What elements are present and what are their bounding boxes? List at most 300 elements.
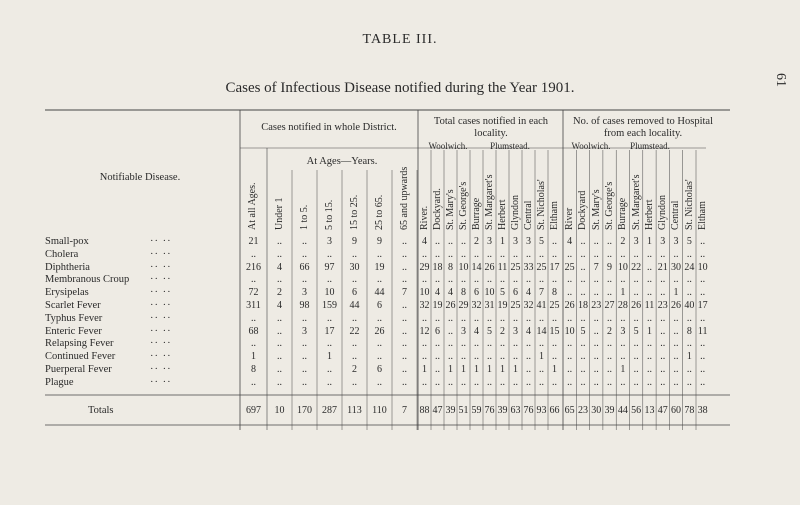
age-cell: ..	[352, 248, 357, 260]
age-cell: 66	[299, 261, 310, 273]
locality-total-cell: 1	[500, 364, 505, 375]
age-group-header: 65 and upwards	[399, 166, 410, 230]
locality-removed-cell: ..	[700, 248, 706, 260]
locality-removed-cell: ..	[593, 325, 599, 337]
age-cell: ..	[302, 236, 307, 247]
locality-total-cell: ..	[448, 274, 453, 286]
totals-locality-total-cell: 63	[510, 405, 521, 416]
locality-removed-cell: ..	[686, 287, 692, 299]
age-cell: ..	[377, 274, 382, 286]
locality-removed-cell: 10	[564, 325, 575, 337]
locality-total-header: Glyndon	[510, 195, 521, 230]
locality-total-cell: ..	[435, 274, 440, 286]
locality-total-cell: 25	[510, 300, 521, 311]
totals-locality-removed-cell: 23	[577, 405, 588, 416]
locality-total-cell: ..	[500, 376, 505, 388]
locality-removed-cell: ..	[646, 287, 652, 299]
locality-total-cell: 29	[458, 300, 469, 311]
totals-all-ages-cell: 697	[246, 405, 261, 416]
locality-total-cell: 14	[536, 325, 547, 337]
locality-removed-cell: ..	[700, 274, 706, 286]
locality-removed-cell: ..	[686, 274, 692, 286]
age-cell: 26	[374, 325, 385, 337]
locality-removed-cell: ..	[646, 261, 652, 273]
locality-total-cell: ..	[487, 248, 492, 260]
locality-removed-cell: ..	[607, 364, 613, 375]
locality-total-cell: 32	[523, 300, 534, 311]
age-cell: ..	[302, 376, 307, 388]
locality-removed-cell: ..	[580, 351, 586, 363]
leader-dots: ·· ··	[150, 274, 172, 286]
locality-removed-cell: ..	[686, 376, 692, 388]
all-ages-cell: ..	[251, 338, 256, 350]
locality-total-cell: ..	[539, 248, 544, 260]
locality-removed-cell: ..	[673, 338, 679, 350]
locality-removed-cell: 4	[567, 236, 573, 247]
locality-removed-cell: ..	[633, 338, 639, 350]
locality-removed-cell: ..	[686, 312, 692, 324]
leader-dots: ·· ··	[150, 312, 172, 324]
locality-total-cell: ..	[487, 274, 492, 286]
locality-removed-cell: ..	[633, 312, 639, 324]
locality-total-cell: ..	[552, 248, 557, 260]
locality-removed-cell: ..	[700, 364, 706, 375]
locality-total-cell: 5	[539, 236, 544, 247]
locality-total-cell: ..	[474, 376, 479, 388]
locality-total-cell: ..	[461, 236, 466, 247]
locality-total-cell: ..	[513, 338, 518, 350]
locality-removed-cell: 10	[617, 261, 628, 273]
age-cell: 6	[352, 287, 357, 299]
table-subtitle: Cases of Infectious Disease notified during the Year 1901.	[225, 80, 575, 96]
locality-removed-cell: ..	[633, 248, 639, 260]
locality-removed-cell: 8	[686, 325, 692, 337]
locality-total-cell: 25	[510, 261, 521, 273]
locality-removed-cell: ..	[700, 376, 706, 388]
locality-removed-cell: ..	[673, 312, 679, 324]
age-cell: ..	[277, 236, 282, 247]
disease-label: Erysipelas	[45, 287, 89, 299]
locality-removed-cell: ..	[700, 351, 706, 363]
locality-total-cell: ..	[461, 274, 466, 286]
plumstead-label-removed: Plumstead.	[630, 141, 670, 151]
locality-removed-cell: ..	[593, 236, 599, 247]
locality-total-cell: ..	[435, 236, 440, 247]
locality-removed-cell: ..	[593, 274, 599, 286]
all-ages-cell: ..	[251, 248, 256, 260]
locality-removed-cell: 40	[684, 300, 695, 311]
locality-total-cell: ..	[422, 376, 427, 388]
locality-total-cell: 4	[422, 236, 427, 247]
locality-total-cell: ..	[500, 248, 505, 260]
locality-removed-header: St. Nicholas'	[683, 179, 695, 230]
locality-removed-cell: ..	[607, 312, 613, 324]
totals-age-cell: 113	[347, 405, 362, 416]
age-cell: 44	[349, 300, 360, 311]
age-cell: 3	[327, 236, 332, 247]
locality-total-cell: 4	[474, 325, 479, 337]
locality-removed-cell: ..	[646, 274, 652, 286]
notifiable-disease-header: Notifiable Disease.	[99, 172, 181, 183]
totals-locality-total-cell: 76	[523, 405, 534, 416]
locality-total-cell: ..	[448, 351, 453, 363]
locality-removed-cell: ..	[593, 338, 599, 350]
locality-removed-cell: ..	[660, 364, 666, 375]
age-cell: 9	[352, 236, 357, 247]
locality-removed-cell: ..	[660, 248, 666, 260]
age-cell: ..	[377, 351, 382, 363]
locality-total-cell: ..	[461, 338, 466, 350]
locality-total-cell: 2	[474, 236, 479, 247]
totals-locality-total-cell: 76	[484, 405, 495, 416]
locality-total-cell: 8	[461, 287, 466, 299]
locality-removed-cell: ..	[567, 338, 573, 350]
age-cell: ..	[327, 312, 332, 324]
age-cell: ..	[277, 274, 282, 286]
locality-removed-cell: 2	[607, 325, 613, 337]
locality-total-cell: ..	[539, 274, 544, 286]
locality-removed-cell: ..	[646, 312, 652, 324]
at-all-ages-header: At all Ages.	[247, 182, 258, 230]
locality-removed-cell: ..	[567, 312, 573, 324]
totals-locality-removed-cell: 65	[564, 405, 575, 416]
locality-removed-cell: ..	[700, 312, 706, 324]
age-cell: ..	[327, 364, 332, 375]
locality-total-cell: ..	[487, 338, 492, 350]
totals-locality-total-cell: 39	[497, 405, 508, 416]
age-cell: ..	[402, 312, 407, 324]
totals-age-cell: 170	[297, 405, 312, 416]
locality-removed-cell: 26	[564, 300, 575, 311]
age-cell: ..	[277, 376, 282, 388]
totals-locality-removed-cell: 38	[697, 405, 708, 416]
locality-total-cell: ..	[448, 236, 453, 247]
locality-total-cell: 6	[435, 325, 440, 337]
locality-total-cell: ..	[474, 351, 479, 363]
locality-total-cell: 41	[536, 300, 547, 311]
locality-total-cell: ..	[422, 351, 427, 363]
age-cell: ..	[327, 376, 332, 388]
locality-removed-header: St. Margaret's	[630, 174, 642, 230]
age-cell: ..	[327, 248, 332, 260]
locality-total-cell: 8	[448, 261, 453, 273]
locality-total-cell: ..	[461, 248, 466, 260]
locality-total-cell: ..	[513, 376, 518, 388]
locality-removed-cell: ..	[620, 312, 626, 324]
locality-removed-cell: ..	[567, 376, 573, 388]
locality-total-header: Dockyard.	[432, 188, 443, 230]
locality-removed-cell: ..	[646, 364, 652, 375]
locality-total-cell: ..	[552, 312, 557, 324]
totals-locality-removed-cell: 78	[684, 405, 695, 416]
locality-total-cell: 3	[526, 236, 531, 247]
locality-removed-cell: ..	[580, 376, 586, 388]
age-cell: 1	[327, 351, 332, 363]
locality-total-cell: 1	[474, 364, 479, 375]
locality-removed-cell: 18	[577, 300, 588, 311]
locality-total-cell: ..	[513, 274, 518, 286]
locality-removed-header: Burrage	[617, 197, 629, 230]
locality-removed-header: St. Mary's	[590, 189, 602, 230]
locality-total-cell: 4	[526, 325, 531, 337]
locality-total-cell: ..	[500, 312, 505, 324]
locality-removed-cell: ..	[646, 376, 652, 388]
locality-total-header: River.	[419, 205, 430, 230]
locality-removed-cell: 11	[697, 325, 708, 337]
locality-total-cell: ..	[500, 274, 505, 286]
locality-removed-cell: ..	[580, 312, 586, 324]
locality-removed-cell: ..	[593, 287, 599, 299]
locality-removed-header: St. George's	[603, 181, 615, 230]
locality-removed-cell: ..	[700, 287, 706, 299]
totals-locality-removed-cell: 44	[617, 405, 628, 416]
locality-removed-cell: ..	[633, 351, 639, 363]
age-cell: ..	[277, 351, 282, 363]
locality-total-cell: ..	[422, 248, 427, 260]
locality-total-cell: 19	[432, 300, 443, 311]
locality-removed-header: Central	[670, 200, 682, 230]
locality-total-cell: ..	[513, 351, 518, 363]
totals-locality-total-cell: 88	[419, 405, 430, 416]
locality-total-cell: ..	[552, 236, 557, 247]
locality-total-cell: 1	[448, 364, 453, 375]
locality-removed-header: Herbert	[643, 199, 655, 230]
age-cell: 2	[277, 287, 282, 299]
locality-removed-cell: 7	[593, 261, 599, 273]
locality-removed-cell: ..	[700, 236, 706, 247]
age-cell: 44	[374, 287, 385, 299]
locality-total-cell: 19	[497, 300, 508, 311]
locality-removed-cell: 1	[620, 364, 626, 375]
locality-total-cell: 7	[539, 287, 544, 299]
locality-removed-header: Dockyard	[577, 190, 589, 230]
locality-removed-cell: ..	[700, 338, 706, 350]
disease-label: Small-pox	[45, 236, 89, 247]
locality-removed-cell: 24	[684, 261, 695, 273]
age-cell: 4	[277, 261, 282, 273]
locality-total-cell: ..	[552, 338, 557, 350]
locality-total-header: Burrage	[471, 197, 482, 230]
age-cell: ..	[402, 364, 407, 375]
all-ages-cell: ..	[251, 312, 256, 324]
locality-total-cell: 1	[552, 364, 557, 375]
locality-total-cell: ..	[526, 351, 531, 363]
locality-total-header: Central	[523, 200, 534, 230]
locality-removed-cell: ..	[633, 274, 639, 286]
age-cell: ..	[302, 274, 307, 286]
age-cell: ..	[402, 248, 407, 260]
locality-removed-cell: ..	[580, 248, 586, 260]
locality-removed-cell: ..	[660, 312, 666, 324]
whole-district-header: Cases notified in whole District.	[261, 122, 397, 133]
locality-removed-cell: 26	[631, 300, 642, 311]
locality-total-cell: 29	[419, 261, 430, 273]
age-cell: 9	[377, 236, 382, 247]
age-cell: 2	[352, 364, 357, 375]
locality-total-cell: 32	[419, 300, 430, 311]
locality-removed-cell: ..	[593, 312, 599, 324]
locality-total-cell: ..	[448, 325, 453, 337]
totals-locality-total-cell: 47	[432, 405, 443, 416]
age-cell: 10	[324, 287, 335, 299]
locality-removed-cell: ..	[580, 287, 586, 299]
locality-total-cell: ..	[552, 376, 557, 388]
disease-label: Membranous Croup	[45, 274, 130, 286]
locality-total-cell: ..	[526, 274, 531, 286]
locality-total-cell: ..	[539, 376, 544, 388]
locality-total-cell: 25	[549, 300, 560, 311]
leader-dots: ·· ··	[150, 300, 172, 311]
age-cell: ..	[402, 261, 407, 273]
locality-total-cell: ..	[513, 312, 518, 324]
locality-total-header: Eltham	[549, 201, 560, 230]
locality-total-cell: ..	[526, 312, 531, 324]
locality-removed-cell: 5	[580, 325, 586, 337]
locality-removed-cell: ..	[607, 236, 613, 247]
age-group-header: Under 1	[274, 197, 285, 230]
table-title: TABLE III.	[362, 32, 438, 47]
age-cell: ..	[352, 376, 357, 388]
locality-total-cell: 1	[539, 351, 544, 363]
locality-removed-cell: ..	[686, 338, 692, 350]
locality-total-cell: 4	[526, 287, 531, 299]
woolwich-label-total: Woolwich.	[428, 141, 468, 151]
locality-removed-cell: ..	[567, 364, 573, 375]
age-cell: 19	[374, 261, 385, 273]
age-cell: 30	[349, 261, 360, 273]
disease-label: Continued Fever	[45, 351, 116, 363]
locality-total-cell: ..	[474, 338, 479, 350]
locality-total-cell: ..	[435, 248, 440, 260]
age-cell: ..	[277, 338, 282, 350]
locality-total-cell: ..	[435, 351, 440, 363]
locality-removed-cell: 11	[644, 300, 655, 311]
age-cell: 4	[277, 300, 282, 311]
locality-total-cell: 1	[513, 364, 518, 375]
disease-label: Enteric Fever	[45, 325, 102, 337]
locality-removed-cell: ..	[646, 351, 652, 363]
locality-total-cell: 4	[435, 287, 440, 299]
disease-label: Plague	[45, 376, 74, 388]
locality-total-cell: ..	[513, 248, 518, 260]
locality-total-cell: ..	[526, 376, 531, 388]
all-ages-cell: 68	[248, 325, 259, 337]
locality-removed-cell: ..	[607, 248, 613, 260]
leader-dots: ·· ··	[150, 261, 172, 273]
locality-removed-cell: ..	[646, 338, 652, 350]
locality-total-cell: ..	[448, 376, 453, 388]
age-cell: ..	[352, 351, 357, 363]
removed-header: No. of cases removed to Hospital from each locality.	[573, 116, 713, 139]
locality-total-cell: 5	[487, 325, 492, 337]
disease-label: Cholera	[45, 248, 79, 260]
locality-total-cell: 1	[461, 364, 466, 375]
locality-removed-cell: 26	[671, 300, 682, 311]
locality-removed-cell: ..	[620, 248, 626, 260]
locality-total-cell: 26	[445, 300, 456, 311]
age-group-header: 5 to 15.	[324, 199, 335, 230]
locality-total-cell: 10	[419, 287, 430, 299]
locality-total-cell: 3	[513, 236, 518, 247]
locality-removed-cell: ..	[593, 351, 599, 363]
locality-total-cell: 3	[461, 325, 466, 337]
age-cell: ..	[377, 248, 382, 260]
locality-removed-cell: 9	[607, 261, 613, 273]
age-cell: ..	[377, 376, 382, 388]
age-cell: ..	[402, 236, 407, 247]
locality-total-cell: 25	[536, 261, 547, 273]
locality-total-cell: ..	[539, 338, 544, 350]
locality-removed-header: Eltham	[697, 201, 708, 230]
age-cell: ..	[402, 300, 407, 311]
locality-removed-cell: ..	[620, 274, 626, 286]
locality-removed-cell: 1	[646, 236, 652, 247]
age-cell: 98	[299, 300, 310, 311]
locality-total-cell: 12	[419, 325, 430, 337]
leader-dots: ·· ··	[150, 364, 172, 375]
locality-total-cell: 1	[500, 236, 505, 247]
locality-removed-cell: 23	[657, 300, 668, 311]
locality-removed-cell: 28	[617, 300, 628, 311]
locality-total-cell: 3	[513, 325, 518, 337]
age-cell: ..	[277, 312, 282, 324]
locality-removed-cell: ..	[686, 364, 692, 375]
leader-dots: ·· ··	[150, 351, 172, 363]
age-cell: ..	[327, 274, 332, 286]
age-cell: ..	[377, 312, 382, 324]
locality-total-cell: 1	[422, 364, 427, 375]
locality-removed-cell: 17	[697, 300, 708, 311]
locality-total-cell: 32	[471, 300, 482, 311]
locality-total-cell: 6	[474, 287, 479, 299]
age-cell: 22	[349, 325, 360, 337]
leader-dots: ·· ··	[150, 287, 172, 299]
locality-total-cell: ..	[552, 351, 557, 363]
totals-age-cell: 287	[322, 405, 337, 416]
locality-removed-cell: ..	[660, 274, 666, 286]
locality-removed-cell: ..	[620, 376, 626, 388]
locality-total-cell: 4	[448, 287, 453, 299]
locality-total-cell: ..	[435, 312, 440, 324]
age-cell: ..	[352, 274, 357, 286]
locality-total-cell: ..	[461, 351, 466, 363]
locality-total-cell: ..	[539, 312, 544, 324]
age-group-header: 15 to 25.	[349, 194, 360, 230]
age-cell: ..	[302, 312, 307, 324]
locality-total-cell: ..	[422, 312, 427, 324]
totals-age-cell: 10	[274, 405, 285, 416]
locality-total-cell: 15	[549, 325, 560, 337]
totals-age-cell: 7	[402, 405, 407, 416]
age-cell: ..	[277, 248, 282, 260]
locality-total-header: Herbert	[497, 199, 508, 230]
totals-locality-total-cell: 93	[536, 405, 547, 416]
age-cell: ..	[327, 338, 332, 350]
locality-removed-cell: 1	[686, 351, 692, 363]
locality-removed-cell: ..	[567, 287, 573, 299]
disease-label: Puerperal Fever	[45, 364, 112, 375]
locality-total-cell: ..	[526, 248, 531, 260]
age-cell: ..	[352, 338, 357, 350]
totals-locality-removed-cell: 39	[604, 405, 615, 416]
locality-removed-cell: 27	[604, 300, 615, 311]
age-cell: ..	[302, 248, 307, 260]
all-ages-cell: 8	[251, 364, 256, 375]
age-cell: 7	[402, 287, 407, 299]
locality-removed-cell: 2	[620, 236, 626, 247]
age-cell: 6	[377, 364, 382, 375]
all-ages-cell: 72	[248, 287, 259, 299]
